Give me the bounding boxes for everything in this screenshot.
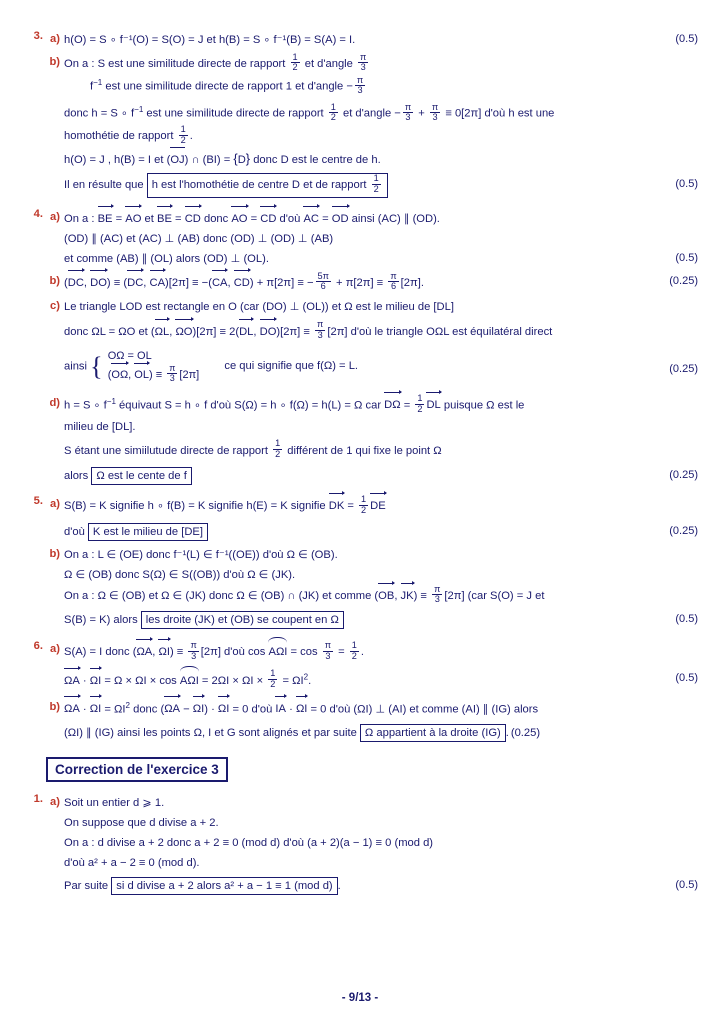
sub-label: c) <box>50 300 60 313</box>
item-number: 6. <box>33 640 43 653</box>
sub-label: a) <box>50 33 60 45</box>
text-line: h = S ∘ $f^{-1}$ équivaut S = h ∘ f d'où S(Ω) = h ∘ f(Ω) = h(L) = Ω car DΩ = $\frac{1}{2}$ DL puisque Ω est le <box>64 393 525 414</box>
brace-icon: { <box>90 351 103 381</box>
text-line <box>64 249 698 269</box>
text-line: $\Omega A \cdot \Omega I = \Omega I^2$ donc (ΩA − ΩI) · ΩI = 0 d'où IA · ΩI = 0 d'où (ΩI) ⊥ (AI) et comme (AI) ∥ (IG) alors <box>64 698 698 720</box>
sub-body <box>64 793 698 897</box>
system-row: OΩ = OL <box>107 349 152 362</box>
score-value: (0.25) <box>669 524 698 537</box>
score-value: (0.25) <box>669 275 698 288</box>
list-item <box>26 495 698 630</box>
line-text: (OD) ∥ (AC) et (AC) ⊥ (AB) donc (OD) ⊥ (OD) ⊥ (AB) <box>64 232 334 245</box>
text-line: homothétie de rapport $\frac{1}{2}$ . <box>64 123 193 145</box>
sub-item <box>46 394 698 486</box>
sub-label: b) <box>49 56 60 69</box>
exercise-title: Correction de l'exercice 3 <box>46 757 228 782</box>
fraction: $\frac{\pi}{3}$ <box>360 51 367 73</box>
vector: CA <box>212 273 228 292</box>
fraction: $\frac{\pi}{3}$ <box>434 583 441 605</box>
vector: DO <box>260 322 277 341</box>
line-text: d'où a² + a − 2 ≡ 0 (mod d). <box>64 857 200 870</box>
sub-item <box>46 30 698 50</box>
fraction: $\frac{1}{2}$ <box>275 438 281 460</box>
score-value: (0.5) <box>675 613 698 626</box>
fraction: $\frac{1}{2}$ <box>330 101 336 123</box>
sub-label: a) <box>50 795 60 808</box>
vector: DE <box>370 496 386 515</box>
text-line: Il en résulte que h est l'homothétie de centre D et de rapport $\frac{1}{2}$ (0.5) <box>64 172 698 198</box>
text-line: (DC, DO) ≡ (DC, CA)[2π] ≡ −(CA, CD) + π[2π] ≡ − $\frac{5\pi}{6}$ + π[2π] ≡ $\frac{\pi}{6}$ [2π]. (0.25) <box>64 270 698 292</box>
vector: DL <box>426 395 440 414</box>
overline: OJ <box>170 150 184 169</box>
fraction: $\frac{1}{2}$ <box>292 51 298 73</box>
exercise-title-wrap <box>26 757 698 782</box>
fraction: $\frac{1}{2}$ <box>373 173 379 194</box>
fraction: $\frac{1}{2}$ <box>180 123 186 145</box>
sub-item <box>46 793 698 897</box>
sub-body <box>64 30 698 50</box>
highlight-box: Ω appartient à la droite (IG) <box>360 724 506 742</box>
item-number: 3. <box>33 30 43 42</box>
fraction: $\frac{\pi}{3}$ <box>356 74 364 96</box>
vector: ΩI <box>193 699 204 718</box>
text-line: $f^{-1}$ est une similitude directe de rapport 1 et d'angle − $\frac{\pi}{3}$ <box>90 74 364 96</box>
vector: DL <box>239 322 253 341</box>
line-text: Soit un entier d ⩾ 1. <box>64 796 165 809</box>
vector: DC <box>68 273 84 292</box>
vector: CD <box>260 209 276 228</box>
text-line <box>64 853 698 873</box>
vector: ΩI <box>90 699 101 718</box>
list-item <box>26 640 698 742</box>
vector: ΩL <box>155 322 170 341</box>
vector: CA <box>150 273 166 292</box>
vector: ΩI <box>296 699 307 718</box>
item-body <box>46 30 698 199</box>
line-text: milieu de [DL]. <box>64 420 136 433</box>
sub-item <box>46 208 698 269</box>
vector: AC <box>303 209 319 228</box>
vector: BE <box>98 209 113 228</box>
vector: BE <box>157 209 172 228</box>
vector: OΩ <box>111 366 128 384</box>
text-line <box>64 565 698 585</box>
vector: OB <box>378 586 394 605</box>
sub-body <box>64 297 698 385</box>
text-line <box>64 417 698 437</box>
line-text: Ω ∈ (OB) donc S(Ω) ∈ S((OB)) d'où Ω ∈ (JK). <box>64 568 296 581</box>
text-line <box>64 813 698 833</box>
text-line <box>64 229 698 249</box>
sub-item <box>46 495 698 541</box>
text-line: d'où K est le milieu de [DE] (0.25) <box>64 522 698 542</box>
text-line: ainsi { OΩ = OL (OΩ, OL) ≡ $\frac{\pi}{3}$ [2π] ce qui signifie que f(Ω) = L. (0.25) <box>64 349 698 383</box>
sub-label: b) <box>49 547 60 560</box>
text-line: S(A) = I donc (ΩA, ΩI) ≡ $\frac{\pi}{3}$ [2π] d'où cos AΩI = cos $\frac{\pi}{3}$ = $\frac{1}{2}$ . <box>64 639 364 661</box>
vector: ΩA <box>64 671 80 690</box>
vector: OD <box>332 209 349 228</box>
vector: AO <box>231 209 247 228</box>
sub-body <box>64 272 698 294</box>
text-line: ΩA · ΩI = Ω × ΩI × cos AΩI = 2ΩI × ΩI × $\frac{1}{2}$ = $\Omega I^2$. (0.5) <box>64 668 698 689</box>
vector: DΩ <box>384 395 400 414</box>
vector: OL <box>134 366 149 384</box>
fraction: $\frac{\pi}{3}$ <box>431 101 439 123</box>
text-line: donc ΩL = ΩO et (ΩL, ΩO)[2π] ≡ 2(DL, DO)[2π] ≡ $\frac{\pi}{3}$ [2π] d'où le triangle OΩL est équilatéral direct <box>64 319 553 340</box>
vector: DO <box>90 273 107 292</box>
vector: IA <box>275 699 286 718</box>
list-item <box>26 30 698 199</box>
item-body <box>46 495 698 630</box>
score-value: (0.25) <box>510 726 541 739</box>
line-text: Le triangle LOD est rectangle en O (car (DO) ⊥ (OL)) et Ω est le milieu de [DL] <box>64 301 454 314</box>
text-line: Par suite si d divise a + 2 alors a² + a − 1 ≡ 1 (mod d) . (0.5) <box>64 876 698 896</box>
text-line: alors Ω est le cente de f (0.25) <box>64 466 698 486</box>
angle-hat: AΩI <box>268 641 287 661</box>
sub-item <box>46 698 698 743</box>
sub-body <box>64 640 698 691</box>
text-line: donc h = S ∘ $f^{-1}$ est une similitude directe de rapport $\frac{1}{2}$ et d'angle − $\frac{\pi}{3}$ + $\frac{\pi}{3}$ ≡ 0[2π] d'où h est une <box>64 101 555 123</box>
fraction: $\frac{\pi}{3}$ <box>317 319 324 340</box>
fraction: $\frac{1}{2}$ <box>417 393 423 414</box>
vector: ΩI <box>158 642 169 661</box>
fraction: $\frac{1}{2}$ <box>270 668 276 689</box>
sub-item <box>46 640 698 691</box>
text-line <box>64 545 698 565</box>
score-value: (0.5) <box>675 671 698 684</box>
item-body <box>46 640 698 742</box>
vector: DC <box>127 273 143 292</box>
list-item <box>26 793 698 897</box>
text-line <box>64 297 698 317</box>
system-row: (OΩ, OL) ≡ $\frac{\pi}{3}$ [2π] <box>107 362 200 383</box>
score-value: (0.25) <box>669 362 698 375</box>
vector: ΩO <box>175 322 192 341</box>
fraction: $\frac{\pi}{6}$ <box>390 270 397 292</box>
document-content <box>26 30 698 896</box>
sub-item <box>46 545 698 631</box>
sub-label: a) <box>50 643 60 656</box>
score-value: (0.25) <box>669 469 698 482</box>
fraction: $\frac{1}{2}$ <box>351 639 357 661</box>
sub-label: a) <box>50 498 60 511</box>
vector: JK <box>401 586 414 605</box>
fraction: $\frac{\pi}{3}$ <box>404 101 412 123</box>
sub-label: b) <box>49 700 60 713</box>
highlight-box: si d divise a + 2 alors a² + a − 1 ≡ 1 (mod d) <box>111 877 337 895</box>
vector: CD <box>185 209 201 228</box>
sub-body <box>64 208 698 269</box>
sub-label: d) <box>49 396 60 409</box>
score-value: (0.5) <box>675 33 698 45</box>
line-text: h(O) = S ∘ f⁻¹(O) = S(O) = J et h(B) = S ∘ f⁻¹(B) = S(A) = I. <box>64 34 356 46</box>
text-line: On a : Ω ∈ (OB) et Ω ∈ (JK) donc Ω ∈ (OB) ∩ (JK) et comme (OB, JK) ≡ $\frac{\pi}{3}$ [2π] (car S(O) = J et <box>64 583 545 605</box>
fraction: $\frac{\pi}{3}$ <box>324 639 332 661</box>
text-line: (ΩI) ∥ (IG) ainsi les points Ω, I et G sont alignés et par suite Ω appartient à la droite (IG) . (0.25) <box>64 723 698 743</box>
text-line <box>64 793 698 813</box>
item-number: 4. <box>33 207 43 220</box>
vector: DK <box>329 496 345 515</box>
page-footer: - 9/13 - <box>341 992 379 1004</box>
line-text: On a : L ∈ (OE) donc f⁻¹(L) ∈ f⁻¹((OE)) d'où Ω ∈ (OB). <box>64 548 338 561</box>
sub-body <box>64 394 698 486</box>
vector: ΩA <box>64 699 80 718</box>
score-value: (0.5) <box>675 178 698 191</box>
sub-label: b) <box>49 275 60 288</box>
text-line: S(B) = K signifie h ∘ f(B) = K signifie h(E) = K signifie DK = $\frac{1}{2}$ DE <box>64 493 386 515</box>
line-text: On suppose que d divise a + 2. <box>64 816 219 829</box>
highlight-box: h est l'homothétie de centre D et de rapport $\frac{1}{2}$ <box>147 173 388 197</box>
line-text: et comme (AB) ∥ (OL) alors (OD) ⊥ (OL). <box>64 252 269 265</box>
text-line: On a : BE = AO et BE = CD donc AO = CD d'où AC = OD ainsi (AC) ∥ (OD). <box>64 208 698 229</box>
sub-label: a) <box>50 210 60 223</box>
score-value: (0.5) <box>675 879 698 892</box>
vector: ΩI <box>218 699 229 718</box>
sub-item <box>46 272 698 294</box>
vector: AO <box>125 209 141 228</box>
score-value: (0.5) <box>675 251 698 264</box>
fraction: $\frac{\pi}{3}$ <box>190 639 197 661</box>
angle-hat: AΩI <box>180 670 199 690</box>
fraction: $\frac{\pi}{3}$ <box>169 362 176 383</box>
sub-body <box>64 545 698 631</box>
sub-body <box>64 53 698 199</box>
text-line: On a : S est une similitude directe de rapport $\frac{1}{2}$ et d'angle $\frac{\pi}{3}$ <box>64 51 367 73</box>
text-line <box>64 833 698 853</box>
fraction: $\frac{5\pi}{6}$ <box>317 270 329 292</box>
sub-body <box>64 698 698 743</box>
fraction: $\frac{1}{2}$ <box>361 493 367 515</box>
sub-body <box>64 495 698 541</box>
system-block <box>108 348 200 385</box>
system-tail: ce qui signifie que f(Ω) = L. <box>224 360 359 373</box>
vector: ΩA <box>164 699 180 718</box>
item-number: 5. <box>33 495 43 508</box>
vector: ΩI <box>90 671 101 690</box>
vector: ΩA <box>136 642 152 661</box>
line-text: On a : d divise a + 2 donc a + 2 ≡ 0 (mod d) d'où (a + 2)(a − 1) ≡ 0 (mod d) <box>64 837 434 850</box>
text-line: S(B) = K) alors les droite (JK) et (OB) se coupent en Ω (0.5) <box>64 610 698 630</box>
sub-item <box>46 297 698 385</box>
sub-item <box>46 53 698 199</box>
text-line <box>64 30 698 50</box>
item-body <box>46 208 698 487</box>
text-line: h(O) = J , h(B) = I et (OJ) ∩ (BI) = {D} donc D est le centre de h. <box>64 148 698 171</box>
list-item <box>26 208 698 487</box>
text-line: S étant une simiilutude directe de rapport $\frac{1}{2}$ différent de 1 qui fixe le point Ω <box>64 438 442 460</box>
vector: CD <box>234 273 250 292</box>
highlight-box: Ω est le cente de f <box>91 467 191 485</box>
highlight-box: les droite (JK) et (OB) se coupent en Ω <box>141 611 344 629</box>
item-number: 1. <box>33 792 43 805</box>
highlight-box: K est le milieu de [DE] <box>88 523 208 541</box>
item-body <box>46 793 698 897</box>
